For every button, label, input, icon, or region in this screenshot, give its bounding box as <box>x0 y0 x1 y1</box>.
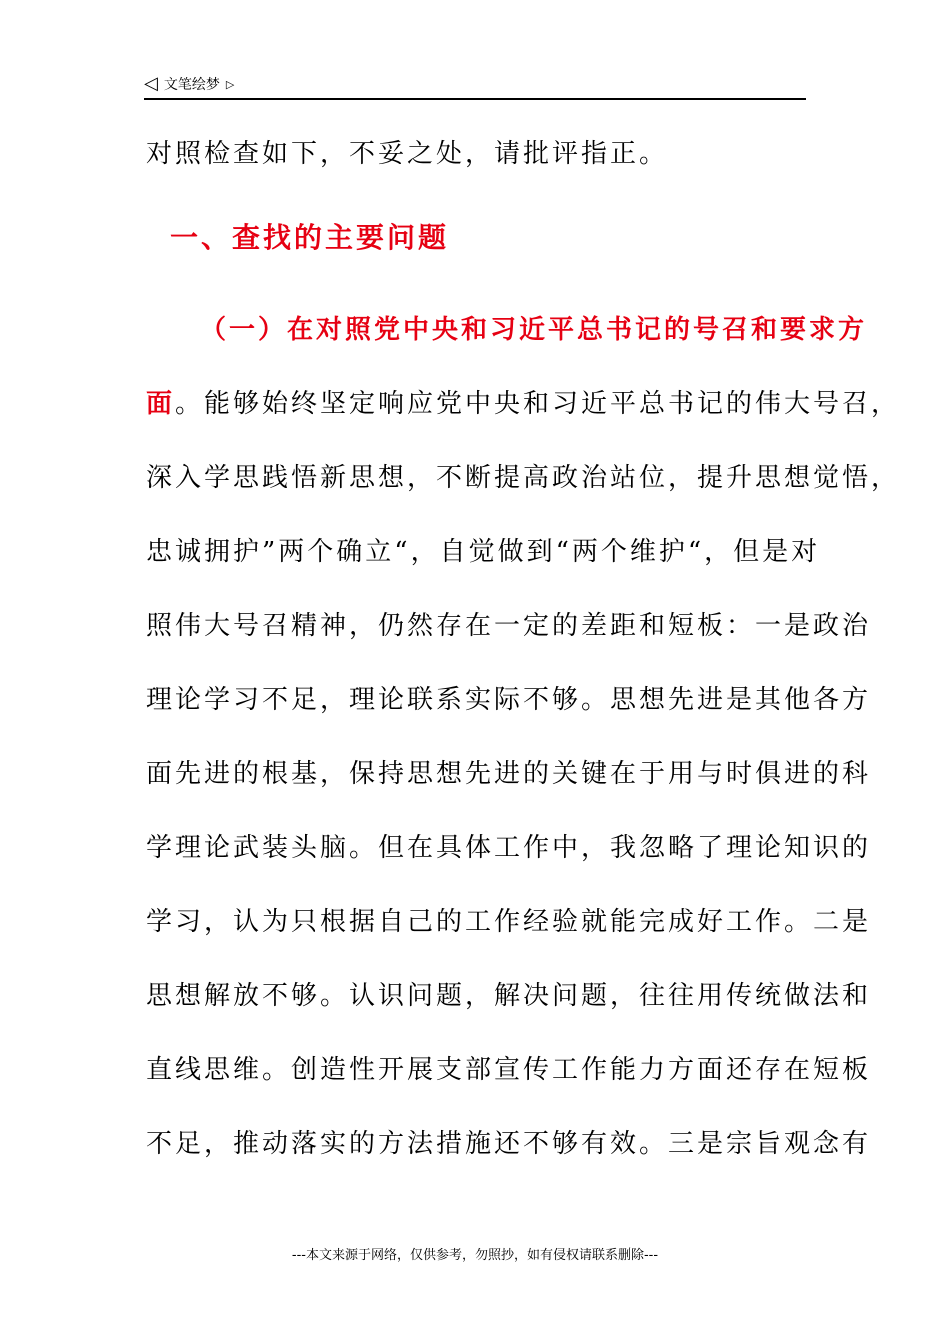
body-line-5: 理论学习不足，理论联系实际不够。思想先进是其他各方 <box>146 685 872 715</box>
page-header <box>144 70 806 100</box>
subheading: （一）在对照党中央和习近平总书记的号召和要求方 <box>200 315 868 345</box>
body-line-4: 照伟大号召精神，仍然存在一定的差距和短板：一是政治 <box>146 611 872 641</box>
intro-line: 对照检查如下，不妥之处，请批评指正。 <box>146 139 669 169</box>
body-line-7: 学理论武装头脑。但在具体工作中，我忽略了理论知识的 <box>146 833 872 863</box>
page-footer-disclaimer: ---本文来源于网络，仅供参考，勿照抄，如有侵权请联系删除--- <box>291 1248 659 1263</box>
header-brand: 文笔绘梦 <box>163 77 220 93</box>
body-line-2: 深入学思践悟新思想，不断提高政治站位，提升思想觉悟， <box>146 463 901 493</box>
body-line-8: 学习，认为只根据自己的工作经验就能完成好工作。二是 <box>146 907 872 937</box>
triangle-left-icon: ◁ <box>144 73 158 94</box>
body-line-1-text: 。能够始终坚定响应党中央和习近平总书记的伟大号召， <box>175 389 901 419</box>
body-line-9: 思想解放不够。认识问题，解决问题，往往用传统做法和 <box>146 981 872 1011</box>
body-line-3: 忠诚拥护”两个确立“，自觉做到“两个维护“，但是对 <box>146 537 821 567</box>
subheading-tail: 面 <box>146 389 176 419</box>
triangle-right-icon: ▷ <box>225 77 235 91</box>
body-line-11: 不足，推动落实的方法措施还不够有效。三是宗旨观念有 <box>146 1129 872 1159</box>
body-line-10: 直线思维。创造性开展支部宣传工作能力方面还存在短板 <box>146 1055 872 1085</box>
section-heading: 一、查找的主要问题 <box>170 221 450 254</box>
body-line-1 <box>146 384 901 424</box>
body-line-6: 面先进的根基，保持思想先进的关键在于用与时俱进的科 <box>146 759 872 789</box>
